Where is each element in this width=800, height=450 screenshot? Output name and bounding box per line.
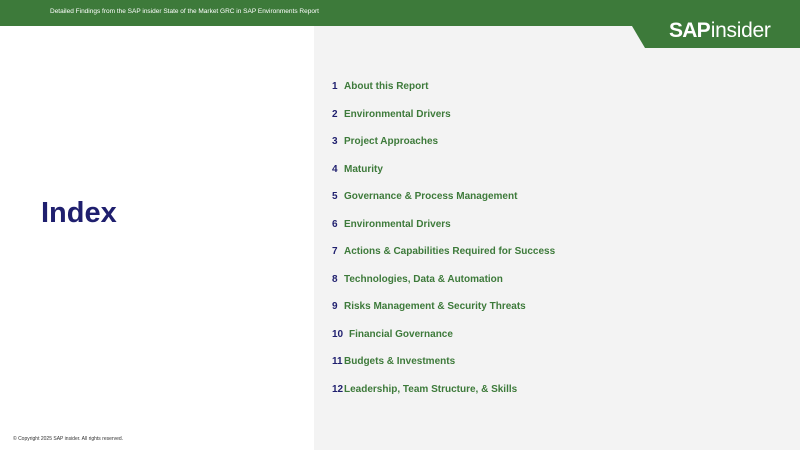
toc-number: 10 — [332, 328, 344, 340]
toc-label: Technologies, Data & Automation — [344, 273, 503, 285]
toc-number: 2 — [332, 108, 338, 120]
toc-number: 5 — [332, 191, 338, 202]
toc-label: Risks Management & Security Threats — [344, 301, 526, 312]
toc-number: 11 — [332, 356, 343, 367]
toc-number: 12 — [332, 383, 344, 395]
copyright-notice: © Copyright 2025 SAP insider. All rights reserved. — [13, 436, 124, 442]
toc-label: Actions & Capabilities Required for Success — [344, 246, 556, 257]
logo-insider: insider — [710, 19, 771, 42]
toc-item[interactable] — [332, 301, 555, 329]
toc-item[interactable] — [332, 246, 555, 274]
toc-item[interactable] — [332, 274, 555, 302]
toc-item[interactable] — [332, 356, 555, 384]
toc-number: 1 — [332, 81, 338, 92]
report-subtitle: Detailed Findings from the SAP insider State of the Market GRC in SAP Environments Report — [50, 8, 319, 15]
toc-label: Budgets & Investments — [344, 356, 456, 367]
toc-number: 4 — [332, 163, 338, 175]
table-of-contents — [332, 81, 555, 411]
toc-number: 6 — [332, 218, 338, 230]
toc-item[interactable] — [332, 109, 555, 137]
toc-label: Environmental Drivers — [344, 108, 451, 120]
sap-insider-logo — [669, 18, 771, 44]
toc-item[interactable] — [332, 81, 555, 109]
toc-label: Governance & Process Management — [344, 191, 518, 202]
toc-item[interactable] — [332, 384, 555, 412]
toc-item[interactable] — [332, 191, 555, 219]
logo-sap: SAP — [669, 19, 710, 42]
toc-item[interactable] — [332, 329, 555, 357]
toc-number: 7 — [332, 246, 338, 257]
toc-label: Project Approaches — [344, 136, 439, 147]
toc-item[interactable] — [332, 219, 555, 247]
toc-number: 3 — [332, 136, 338, 147]
toc-label: About this Report — [344, 81, 429, 92]
toc-label: Leadership, Team Structure, & Skills — [344, 383, 518, 395]
toc-item[interactable] — [332, 164, 555, 192]
toc-label: Financial Governance — [349, 328, 453, 340]
toc-label: Environmental Drivers — [344, 218, 451, 230]
page-title: Index — [41, 197, 117, 229]
toc-number: 9 — [332, 301, 338, 312]
toc-number: 8 — [332, 273, 338, 285]
toc-label: Maturity — [344, 163, 383, 175]
toc-item[interactable] — [332, 136, 555, 164]
